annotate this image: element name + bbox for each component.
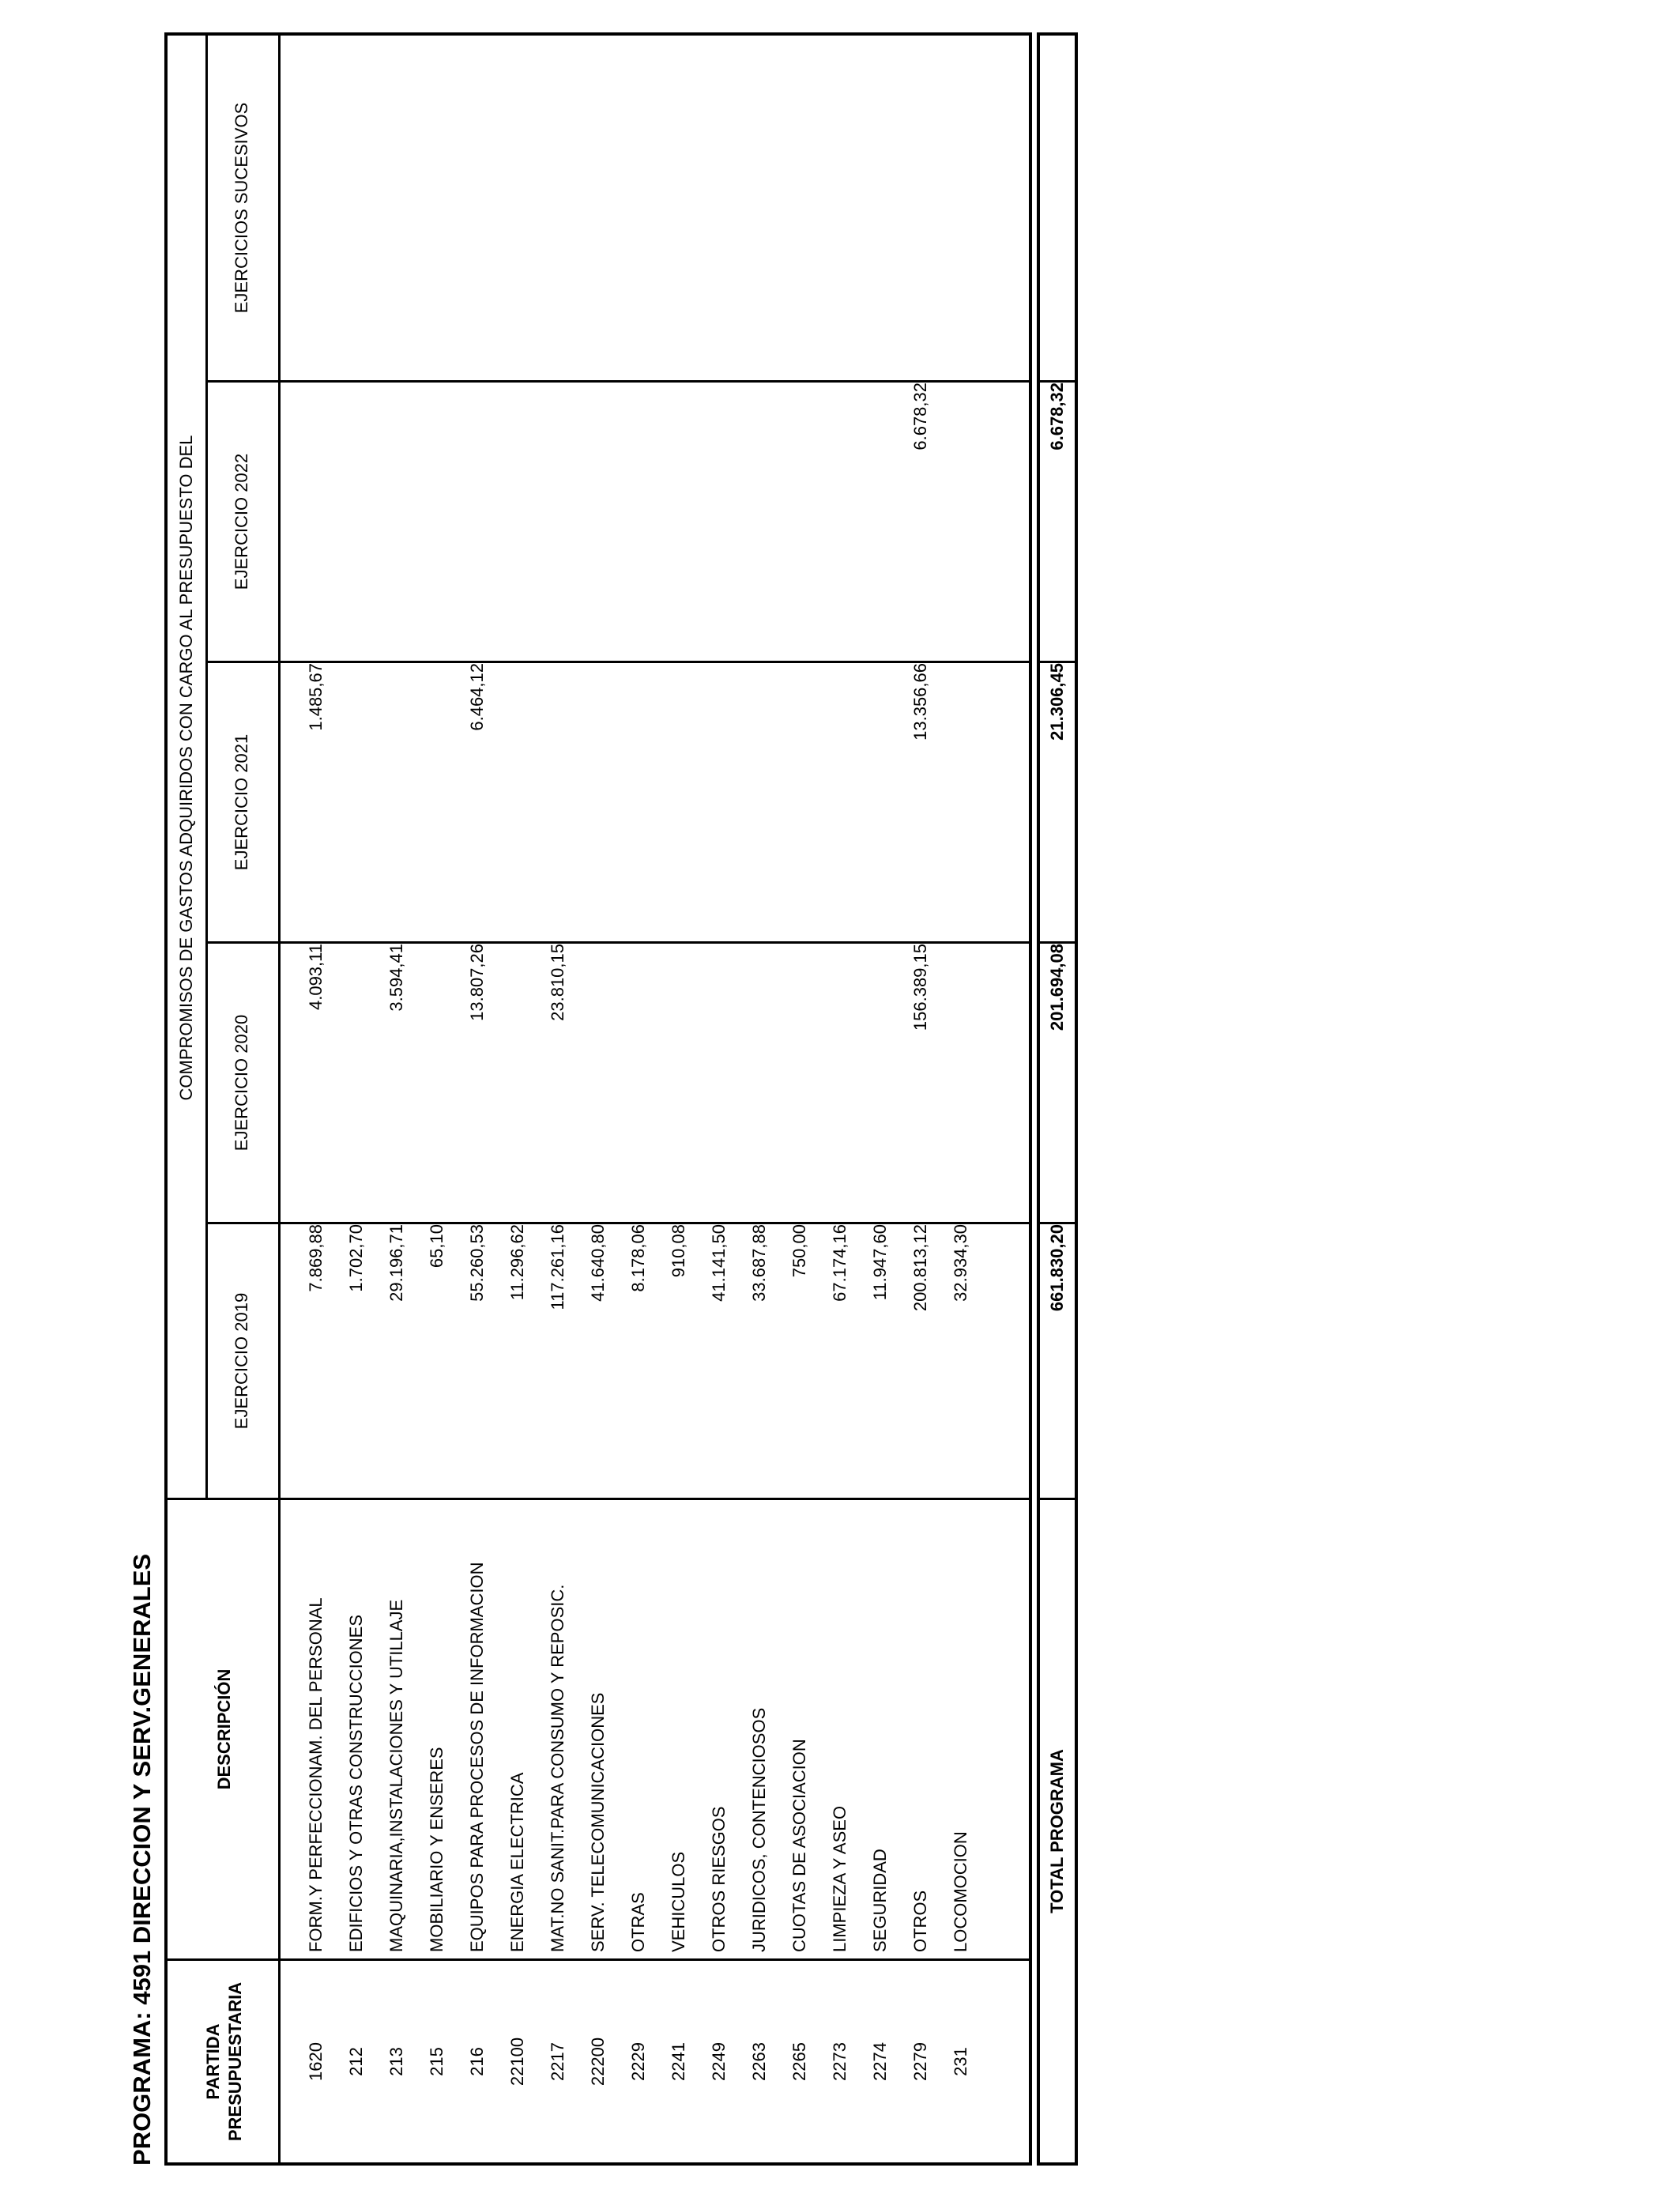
value-2022 <box>381 383 412 661</box>
value-2022 <box>502 383 533 661</box>
partida-code: 22200 <box>588 2037 608 2087</box>
value-2021 <box>824 663 856 941</box>
partida-code: 22100 <box>507 2037 527 2087</box>
total-2019: 661.830,20 <box>1047 1224 1067 1312</box>
table-row <box>300 36 332 2162</box>
total-2022: 6.678,32 <box>1047 383 1067 450</box>
value-2019: 910,08 <box>669 1224 688 1278</box>
partida-code: 2273 <box>830 2042 849 2081</box>
description: MAQUINARIA,INSTALACIONES Y UTILLAJE <box>386 1599 406 1952</box>
partida-code: 1620 <box>306 2042 326 2081</box>
value-2021: 13.356,66 <box>910 663 930 741</box>
partida-code: 2249 <box>709 2042 729 2081</box>
value-2019: 11.947,60 <box>870 1224 890 1301</box>
table-row <box>623 36 654 2162</box>
header-partida-line2: PRESUPUESTARIA <box>225 1981 245 2142</box>
value-2020 <box>703 944 735 1222</box>
value-2022 <box>341 383 372 661</box>
description: OTROS <box>910 1890 930 1952</box>
table-row <box>663 36 695 2162</box>
partida-code: 2265 <box>789 2042 809 2081</box>
value-2020 <box>744 944 775 1222</box>
table-row <box>864 36 896 2162</box>
description: SERV. TELECOMUNICACIONES <box>588 1692 608 1952</box>
value-2020 <box>502 944 533 1222</box>
value-2019: 67.174,16 <box>830 1224 849 1302</box>
table-row <box>341 36 372 2162</box>
value-2019: 7.869,88 <box>306 1224 326 1292</box>
value-2020 <box>421 944 453 1222</box>
value-2019: 11.296,62 <box>507 1224 527 1301</box>
total-2021: 21.306,45 <box>1047 663 1067 741</box>
value-2019: 41.141,50 <box>709 1224 729 1302</box>
partida-code: 212 <box>346 2047 366 2076</box>
description: OTROS RIESGOS <box>709 1806 729 1952</box>
value-2022 <box>421 383 453 661</box>
value-2019: 55.260,53 <box>467 1224 487 1302</box>
value-2022 <box>864 383 896 661</box>
value-2020 <box>341 944 372 1222</box>
value-2022 <box>582 383 614 661</box>
table-row <box>502 36 533 2162</box>
value-2019: 1.702,70 <box>346 1224 366 1292</box>
value-2021 <box>421 663 453 941</box>
description: LOCOMOCION <box>951 1831 970 1952</box>
table-row <box>703 36 735 2162</box>
value-2022 <box>663 383 695 661</box>
value-2020 <box>582 944 614 1222</box>
value-2021 <box>663 663 695 941</box>
value-2022 <box>703 383 735 661</box>
value-2021 <box>381 663 412 941</box>
value-2019: 8.178,06 <box>628 1224 648 1292</box>
header-ejercicio-2020: EJERCICIO 2020 <box>232 1014 251 1152</box>
header-ejercicios-sucesivos: EJERCICIOS SUCESIVOS <box>232 102 251 314</box>
partida-code: 216 <box>467 2047 487 2076</box>
page-title: PROGRAMA: 4591 DIRECCION Y SERV.GENERALES <box>128 1553 156 2166</box>
total-2020: 201.694,08 <box>1047 944 1067 1031</box>
value-2022 <box>744 383 775 661</box>
divider-compromisos <box>205 36 208 1500</box>
partida-code: 231 <box>951 2047 970 2076</box>
description: CUOTAS DE ASOCIACION <box>789 1739 809 1952</box>
commitments-table <box>164 32 1032 2166</box>
value-2020 <box>623 944 654 1222</box>
value-2021: 1.485,67 <box>306 663 326 731</box>
value-2022: 6.678,32 <box>910 383 930 450</box>
partida-code: 213 <box>386 2047 406 2076</box>
value-2020 <box>663 944 695 1222</box>
value-2019: 117.261,16 <box>548 1224 567 1310</box>
value-2022 <box>461 383 493 661</box>
description: OTRAS <box>628 1892 648 1952</box>
table-row <box>582 36 614 2162</box>
description: ENERGIA ELECTRICA <box>507 1772 527 1952</box>
value-2019: 750,00 <box>789 1224 809 1278</box>
description: EQUIPOS PARA PROCESOS DE INFORMACION <box>467 1562 487 1952</box>
partida-code: 2241 <box>669 2042 688 2081</box>
table-row <box>824 36 856 2162</box>
description: FORM.Y PERFECCIONAM. DEL PERSONAL <box>306 1597 326 1952</box>
value-2021 <box>703 663 735 941</box>
table-row <box>744 36 775 2162</box>
table-row <box>421 36 453 2162</box>
header-partida-line1: PARTIDA <box>203 2023 223 2100</box>
description: EDIFICIOS Y OTRAS CONSTRUCCIONES <box>346 1614 366 1952</box>
value-2020: 156.389,15 <box>910 944 930 1031</box>
value-2021 <box>582 663 614 941</box>
value-2021 <box>623 663 654 941</box>
partida-code: 2279 <box>910 2042 930 2081</box>
header-ejercicio-2019: EJERCICIO 2019 <box>232 1292 251 1430</box>
value-2020 <box>864 944 896 1222</box>
value-2022 <box>824 383 856 661</box>
table-row <box>542 36 574 2162</box>
value-2022 <box>542 383 574 661</box>
value-2020: 23.810,15 <box>548 944 567 1021</box>
table-row <box>945 36 977 2162</box>
value-2021: 6.464,12 <box>467 663 487 731</box>
partida-code: 215 <box>427 2047 446 2076</box>
header-ejercicio-2021: EJERCICIO 2021 <box>232 733 251 871</box>
value-2020 <box>945 944 977 1222</box>
value-2021 <box>542 663 574 941</box>
value-2019: 41.640,80 <box>588 1224 608 1302</box>
value-2021 <box>864 663 896 941</box>
description: MAT.NO SANIT.PARA CONSUMO Y REPOSIC. <box>548 1584 567 1952</box>
header-ejercicio-2022: EJERCICIO 2022 <box>232 453 251 590</box>
description: VEHICULOS <box>669 1851 688 1952</box>
header-compromisos: COMPROMISOS DE GASTOS ADQUIRIDOS CON CARGO AL PRESUPUESTO DEL <box>176 435 196 1101</box>
table-row <box>905 36 936 2162</box>
value-2021 <box>341 663 372 941</box>
partida-code: 2274 <box>870 2042 890 2081</box>
value-2021 <box>945 663 977 941</box>
description: SEGURIDAD <box>870 1849 890 1952</box>
value-2020 <box>824 944 856 1222</box>
partida-code: 2217 <box>548 2042 567 2081</box>
table-row <box>461 36 493 2162</box>
table-row <box>381 36 412 2162</box>
value-2020: 3.594,41 <box>386 944 406 1012</box>
description: JURIDICOS, CONTENCIOSOS <box>749 1707 769 1952</box>
value-2021 <box>744 663 775 941</box>
total-label: TOTAL PROGRAMA <box>1047 1749 1067 1913</box>
value-2022 <box>623 383 654 661</box>
value-2020 <box>784 944 816 1222</box>
description: MOBILIARIO Y ENSERES <box>427 1747 446 1952</box>
value-2021 <box>784 663 816 941</box>
value-2022 <box>945 383 977 661</box>
description: LIMPIEZA Y ASEO <box>830 1805 849 1952</box>
value-2019: 65,10 <box>427 1224 446 1269</box>
partida-code: 2263 <box>749 2042 769 2081</box>
value-2019: 32.934,30 <box>951 1224 970 1302</box>
value-2019: 200.813,12 <box>910 1224 930 1312</box>
value-2022 <box>300 383 332 661</box>
value-2019: 33.687,88 <box>749 1224 769 1302</box>
value-2021 <box>502 663 533 941</box>
value-2020: 13.807,26 <box>467 944 487 1021</box>
divider-header <box>278 36 281 2162</box>
partida-code: 2229 <box>628 2042 648 2081</box>
table-row <box>784 36 816 2162</box>
header-partida <box>202 1961 247 2162</box>
value-2019: 29.196,71 <box>386 1224 406 1302</box>
header-descripcion: DESCRIPCIÓN <box>214 1668 234 1790</box>
total-row <box>1037 32 1078 2166</box>
value-2020: 4.093,11 <box>306 944 326 1011</box>
value-2022 <box>784 383 816 661</box>
